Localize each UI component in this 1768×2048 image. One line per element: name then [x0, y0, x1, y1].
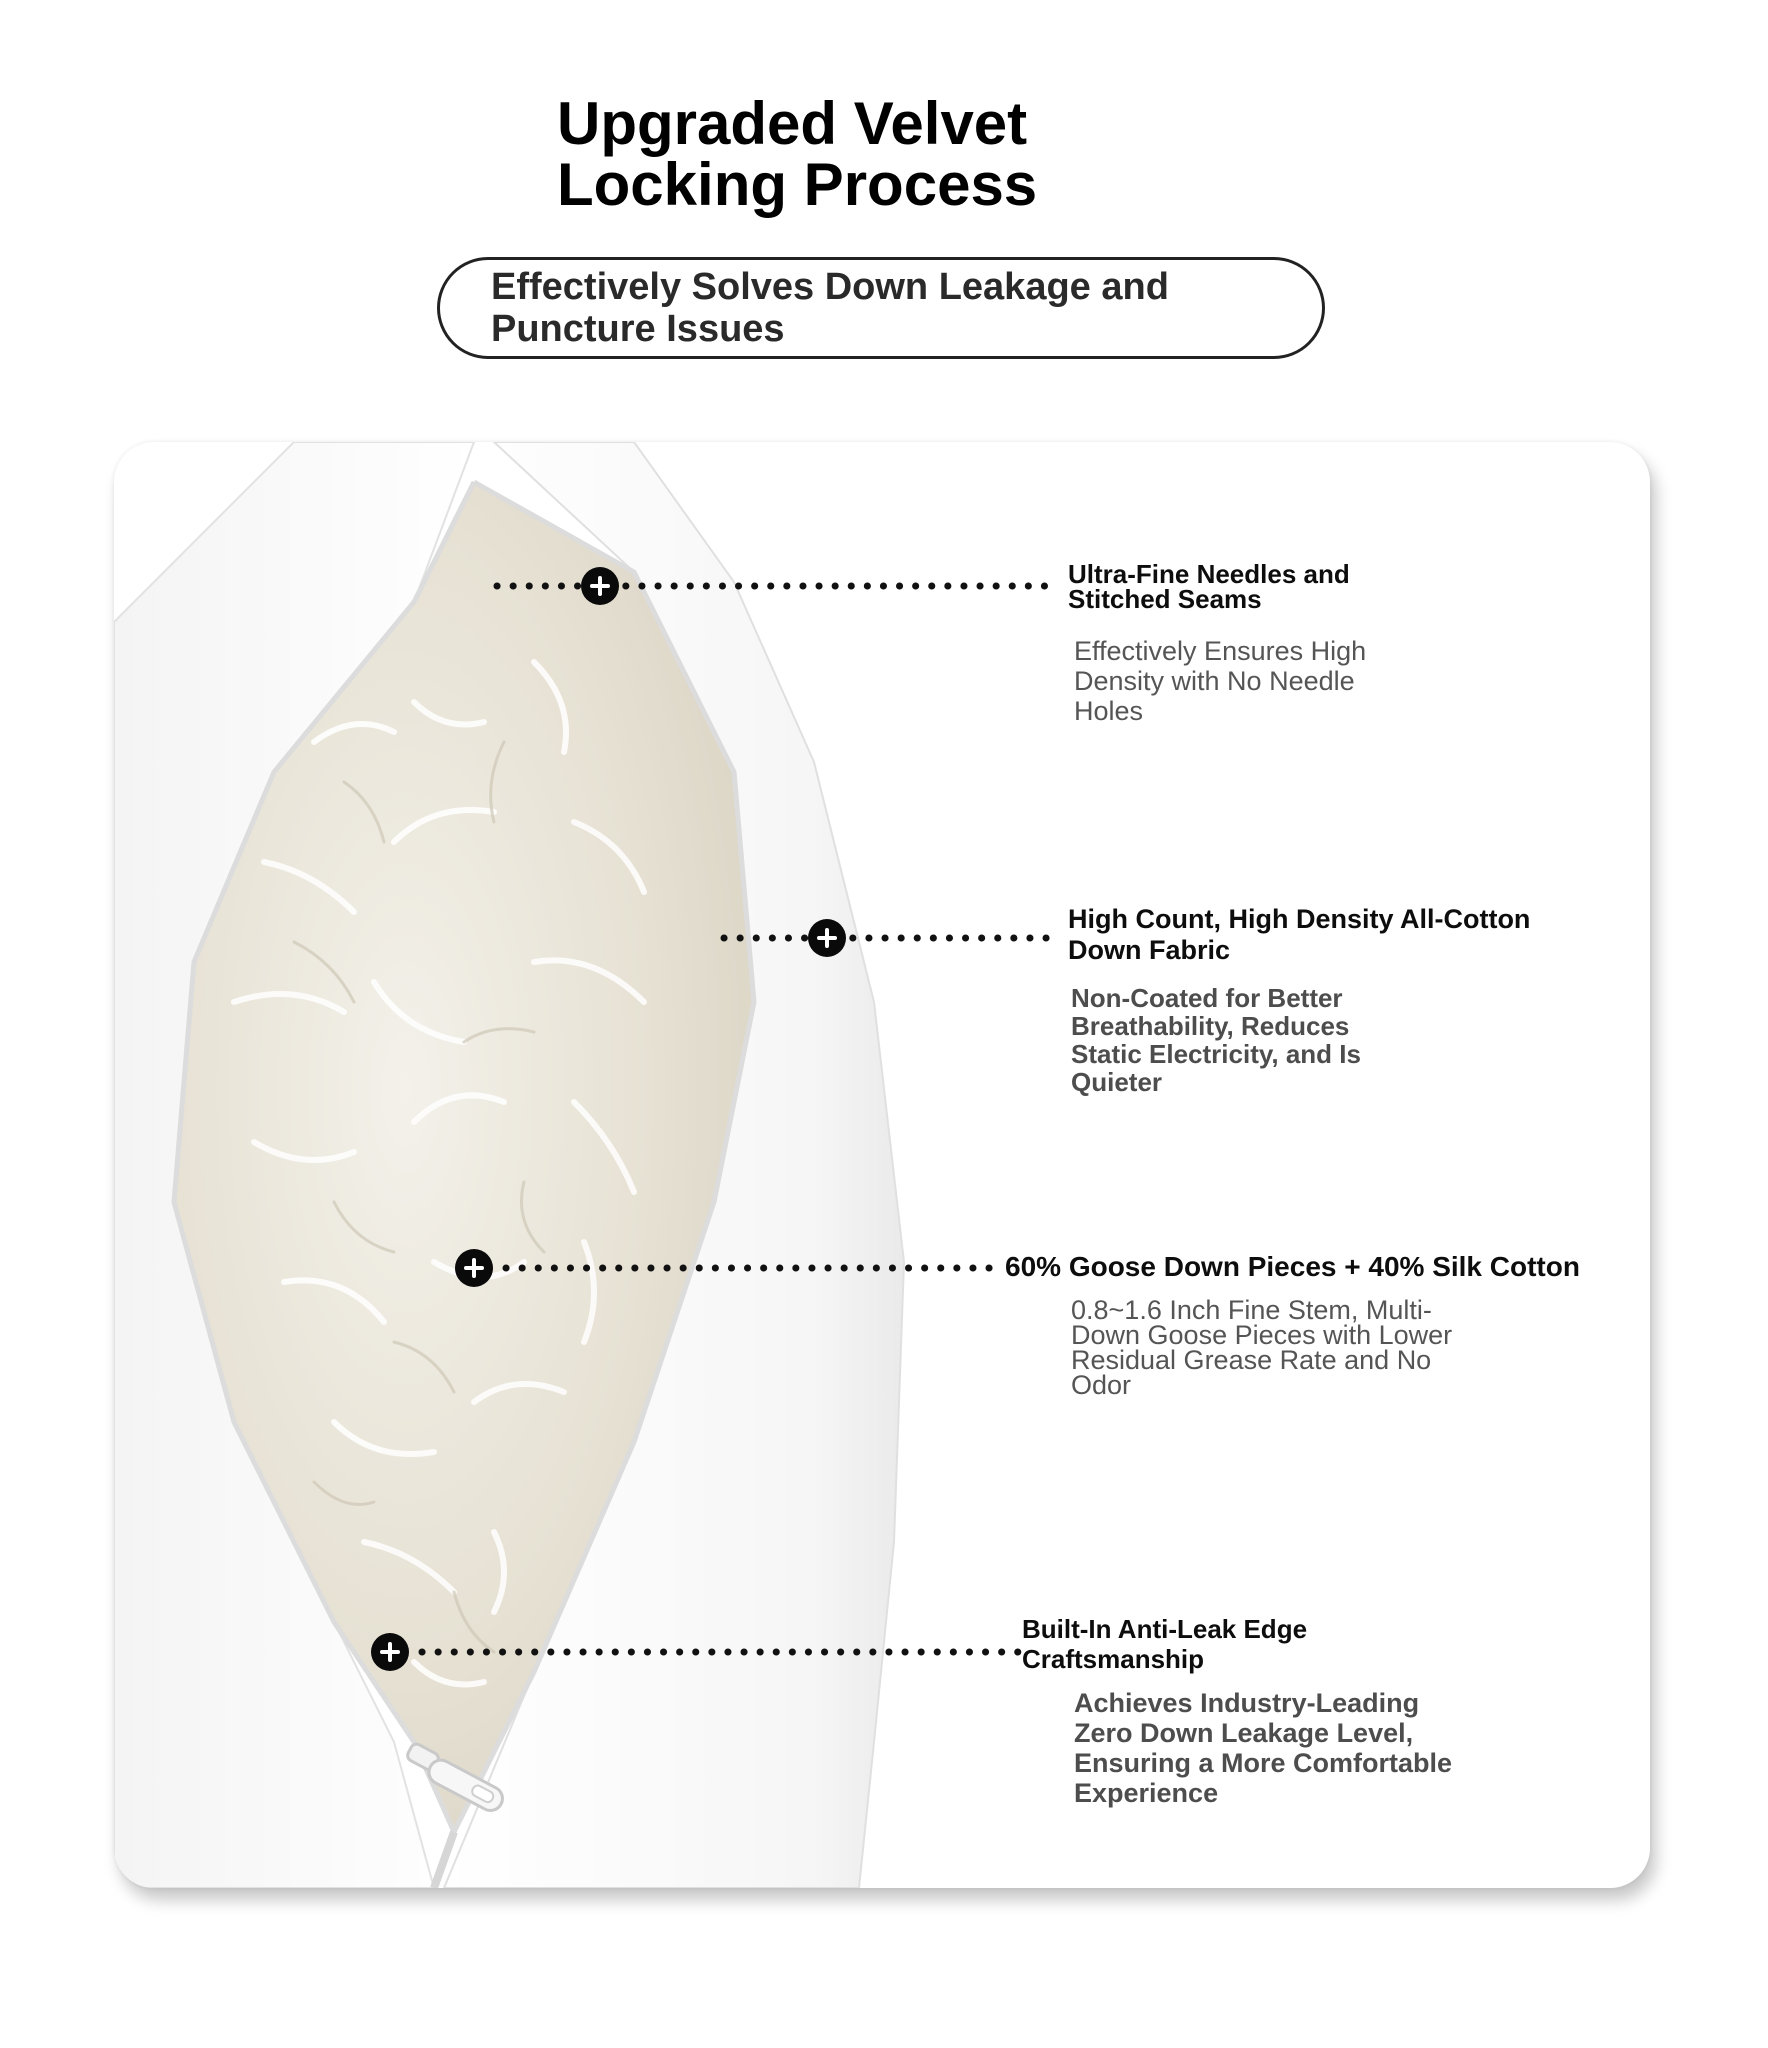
feature-2-title: High Count, High Density All-Cotton Down Fabric	[1068, 904, 1531, 965]
plus-marker-icon[interactable]	[808, 919, 846, 957]
feature-3-description: 0.8~1.6 Inch Fine Stem, Multi-Down Goose Pieces with Lower Residual Grease Rate and No Odor	[1071, 1295, 1453, 1400]
feature-3-title: 60% Goose Down Pieces + 40% Silk Cotton	[1005, 1251, 1580, 1282]
pillow-illustration	[114, 442, 1650, 1888]
feature-4-title: Built-In Anti-Leak Edge Craftsmanship	[1022, 1614, 1308, 1674]
plus-marker-icon[interactable]	[581, 567, 619, 605]
feature-1-title: Ultra-Fine Needles and Stitched Seams	[1068, 559, 1350, 614]
subtitle-text: Effectively Solves Down Leakage and Puncture Issues	[491, 266, 1169, 350]
subtitle-pill	[437, 257, 1325, 359]
plus-marker-icon[interactable]	[455, 1249, 493, 1287]
feature-2-description: Non-Coated for Better Breathability, Reduces Static Electricity, and Is Quieter	[1071, 983, 1361, 1097]
feature-4-description: Achieves Industry-Leading Zero Down Leakage Level, Ensuring a More Comfortable Experience	[1074, 1688, 1453, 1808]
feature-1-description: Effectively Ensures High Density with No Needle Holes	[1074, 636, 1367, 726]
product-card	[114, 442, 1650, 1888]
page-title: Upgraded Velvet Locking Process	[557, 90, 1038, 218]
plus-marker-icon[interactable]	[371, 1633, 409, 1671]
